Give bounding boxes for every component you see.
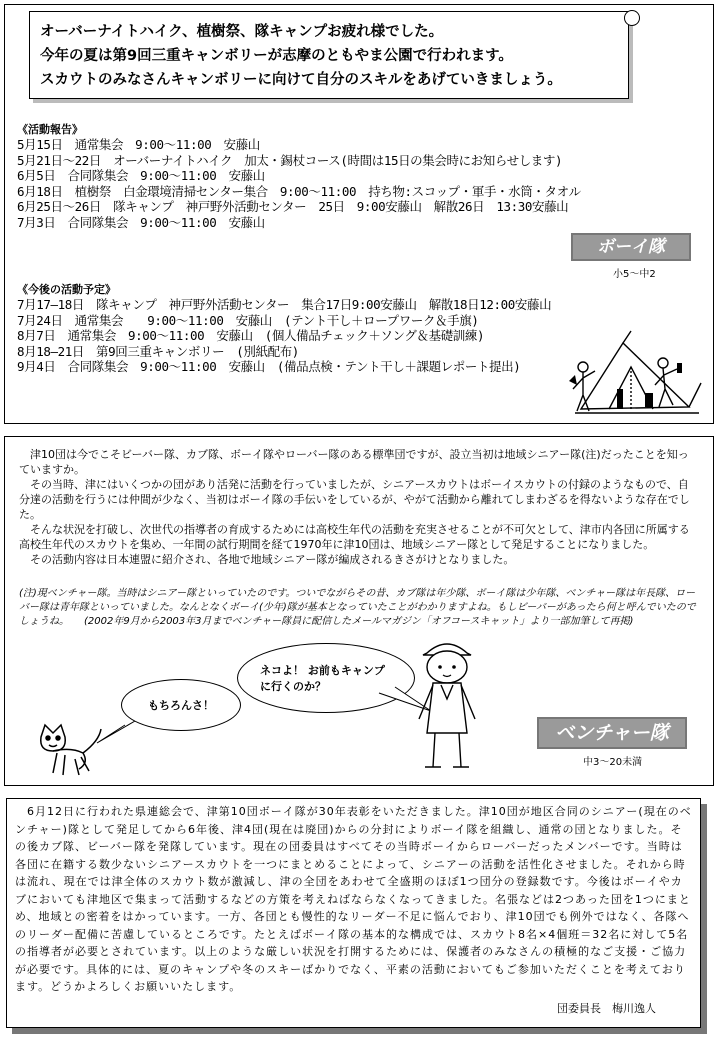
activity-report [17, 121, 581, 230]
scout-speech-bubble: ネコよ！ お前もキャンプに行くのか？ [237, 643, 415, 713]
plan-heading: 《今後の活動予定》 [17, 283, 116, 296]
scroll-curl-decoration [624, 10, 640, 26]
boy-troop-ages: 小5～中2 [613, 269, 656, 280]
history-footnote: (注)現ベンチャー隊。当時はシニアー隊といっていたのです。ついでながらその昔、カブ隊は年少隊、ボーイ隊は少年隊、ベンチャー隊は年長隊、ローバー隊は青年隊といっていました。なんとなくボーイ(少年)隊が基本となっていたことがわかりますよね。もしビーバーがあったら何と呼んでいたのでしょうね。 (2002年9月から2003年3月までベンチャー隊員に配信したメールマガジン「オフコースキャット」より一部加筆して再掲) [19, 588, 696, 627]
history-section [4, 436, 714, 786]
report-item: 5月21日～22日 オーバーナイトハイク 加太・錫杖コース(時間は15日の集会時にお知らせします) [17, 152, 563, 168]
report-item: 6月18日 植樹祭 白金環境清掃センター集合 9:00～11:00 持ち物:スコップ・軍手・水筒・タオル [17, 183, 581, 199]
plan-item: 9月4日 合同隊集会 9:00～11:00 安藤山 (備品点検・テント干し＋課題レポート提出) [17, 359, 521, 374]
tent-illustration [561, 323, 707, 419]
chairman-message-section [6, 798, 701, 1028]
report-heading: 《活動報告》 [17, 123, 83, 136]
history-paragraph: 津10団は今でこそビーバー隊、カブ隊、ボーイ隊やローバー隊のある標準団ですが、設立当初は地域シニアー隊(注)だったことを知っていますか。 [19, 448, 689, 476]
banner-line: オーバーナイトハイク、植樹祭、隊キャンプお疲れ様でした。 [40, 24, 444, 40]
cat-speech-bubble: もちろんさ！ [121, 679, 241, 731]
history-paragraph: そんな状況を打破し、次世代の指導者の育成するためには高校生年代の活動を充実させることが不可欠として、津市内各団に所属する高校生年代のスカウトを集め、一年間の試行期間を経て1970年に津10団は、地域シニアー隊として発足することになりました。 [19, 523, 690, 551]
chairman-message-body: 6月12日に行われた県連総会で、津第10団ボーイ隊が30年表彰をいただきました。津10団が地区合同のシニアー(現在のベンチャー)隊として発足してから6年後、津4団(現在は廃団)からの分封によりボーイ隊を組織し、通常の団となりました。その後カブ隊、ビーバー隊を発隊しています。現在の団委員はすべてその当時ボーイからローバーだったメンバーです。当時は各団に在籍する数少ないシニアースカウトを一つにまとめることによって、シニアーの活動を活性化させました。それから時は流れ、現在では津全体のスカウト数が激減し、津の全団をあわせて全盛期のほぼ1つ団分の登録数です。今後はボーイやカブにおいても津地区で集まって活動するなどの方策を考えねばならなくなってきました。名張などは2つあった団を1つにまとめ、地域との密着をはかっています。一方、各団とも慢性的なリーダー不足に悩んでおり、津10団でも例外ではなく、各隊へのリーダー配備に苦慮しているところです。たとえばボーイ隊の基本的な構成では、スカウト8名×4個班＝32名に対して5名の指導者が必要とされています。以上のような厳しい状況を打開するためには、保護者のみなさんの積極的なご支援・ご協力が必要です。具体的には、夏のキャンプや冬のスキーばかりでなく、平素の活動においてもご参加いただくことを考えております。どうかよろしくお願いいたします。 [15, 805, 692, 993]
summer-banner [29, 11, 629, 99]
scout-boy-illustration [405, 633, 489, 773]
report-item: 6月25日～26日 隊キャンプ 神戸野外活動センター 25日 9:00安藤山 解散26日 13:30安藤山 [17, 199, 569, 214]
future-plan [17, 281, 551, 375]
plan-item: 8月7日 通常集会 9:00～11:00 安藤山 (個人備品チェック＋ソング＆基礎訓練) [17, 328, 485, 343]
venture-troop-ages: 中3～20未満 [583, 757, 643, 768]
chairman-signature: 団委員長 梅川逸人 [557, 1001, 656, 1015]
report-item: 7月3日 合同隊集会 9:00～11:00 安藤山 [17, 214, 265, 230]
report-item: 5月15日 通常集会 9:00～11:00 安藤山 [17, 137, 260, 152]
cat-illustration [35, 723, 107, 777]
plan-item: 7月24日 通常集会 9:00～11:00 安藤山 (テント干し＋ロープワーク＆手旗) [17, 312, 479, 328]
banner-line: スカウトのみなさんキャンボリーに向けて自分のスキルをあげていきましょう。 [40, 72, 562, 88]
plan-item: 8月18―21日 第9回三重キャンボリー (別紙配布) [17, 343, 299, 359]
boy-troop-label: ボーイ隊 [571, 233, 691, 261]
history-paragraph: その当時、津にはいくつかの団があり活発に活動を行っていましたが、シニアースカウトはボーイスカウトの付録のようなもので、自分達の活動を行うには仲間が少なく、当初はボーイ隊の手伝いをしているが、やがて活動から離れてしまわざるを得ないような存在でした。 [19, 478, 690, 521]
history-text [19, 447, 693, 567]
history-paragraph: その活動内容は日本連盟に紹介され、各地で地域シニアー隊が編成されるきさがけとなりました。 [19, 553, 515, 566]
report-item: 6月5日 合同隊集会 9:00～11:00 安藤山 [17, 168, 265, 183]
venture-troop-label: ベンチャー隊 [537, 717, 687, 749]
activity-section [4, 4, 714, 424]
banner-line: 今年の夏は第9回三重キャンボリーが志摩のともやま公園で行われます。 [40, 48, 513, 64]
plan-item: 7月17―18日 隊キャンプ 神戸野外活動センター 集合17日9:00安藤山 解散18日12:00安藤山 [17, 297, 552, 312]
